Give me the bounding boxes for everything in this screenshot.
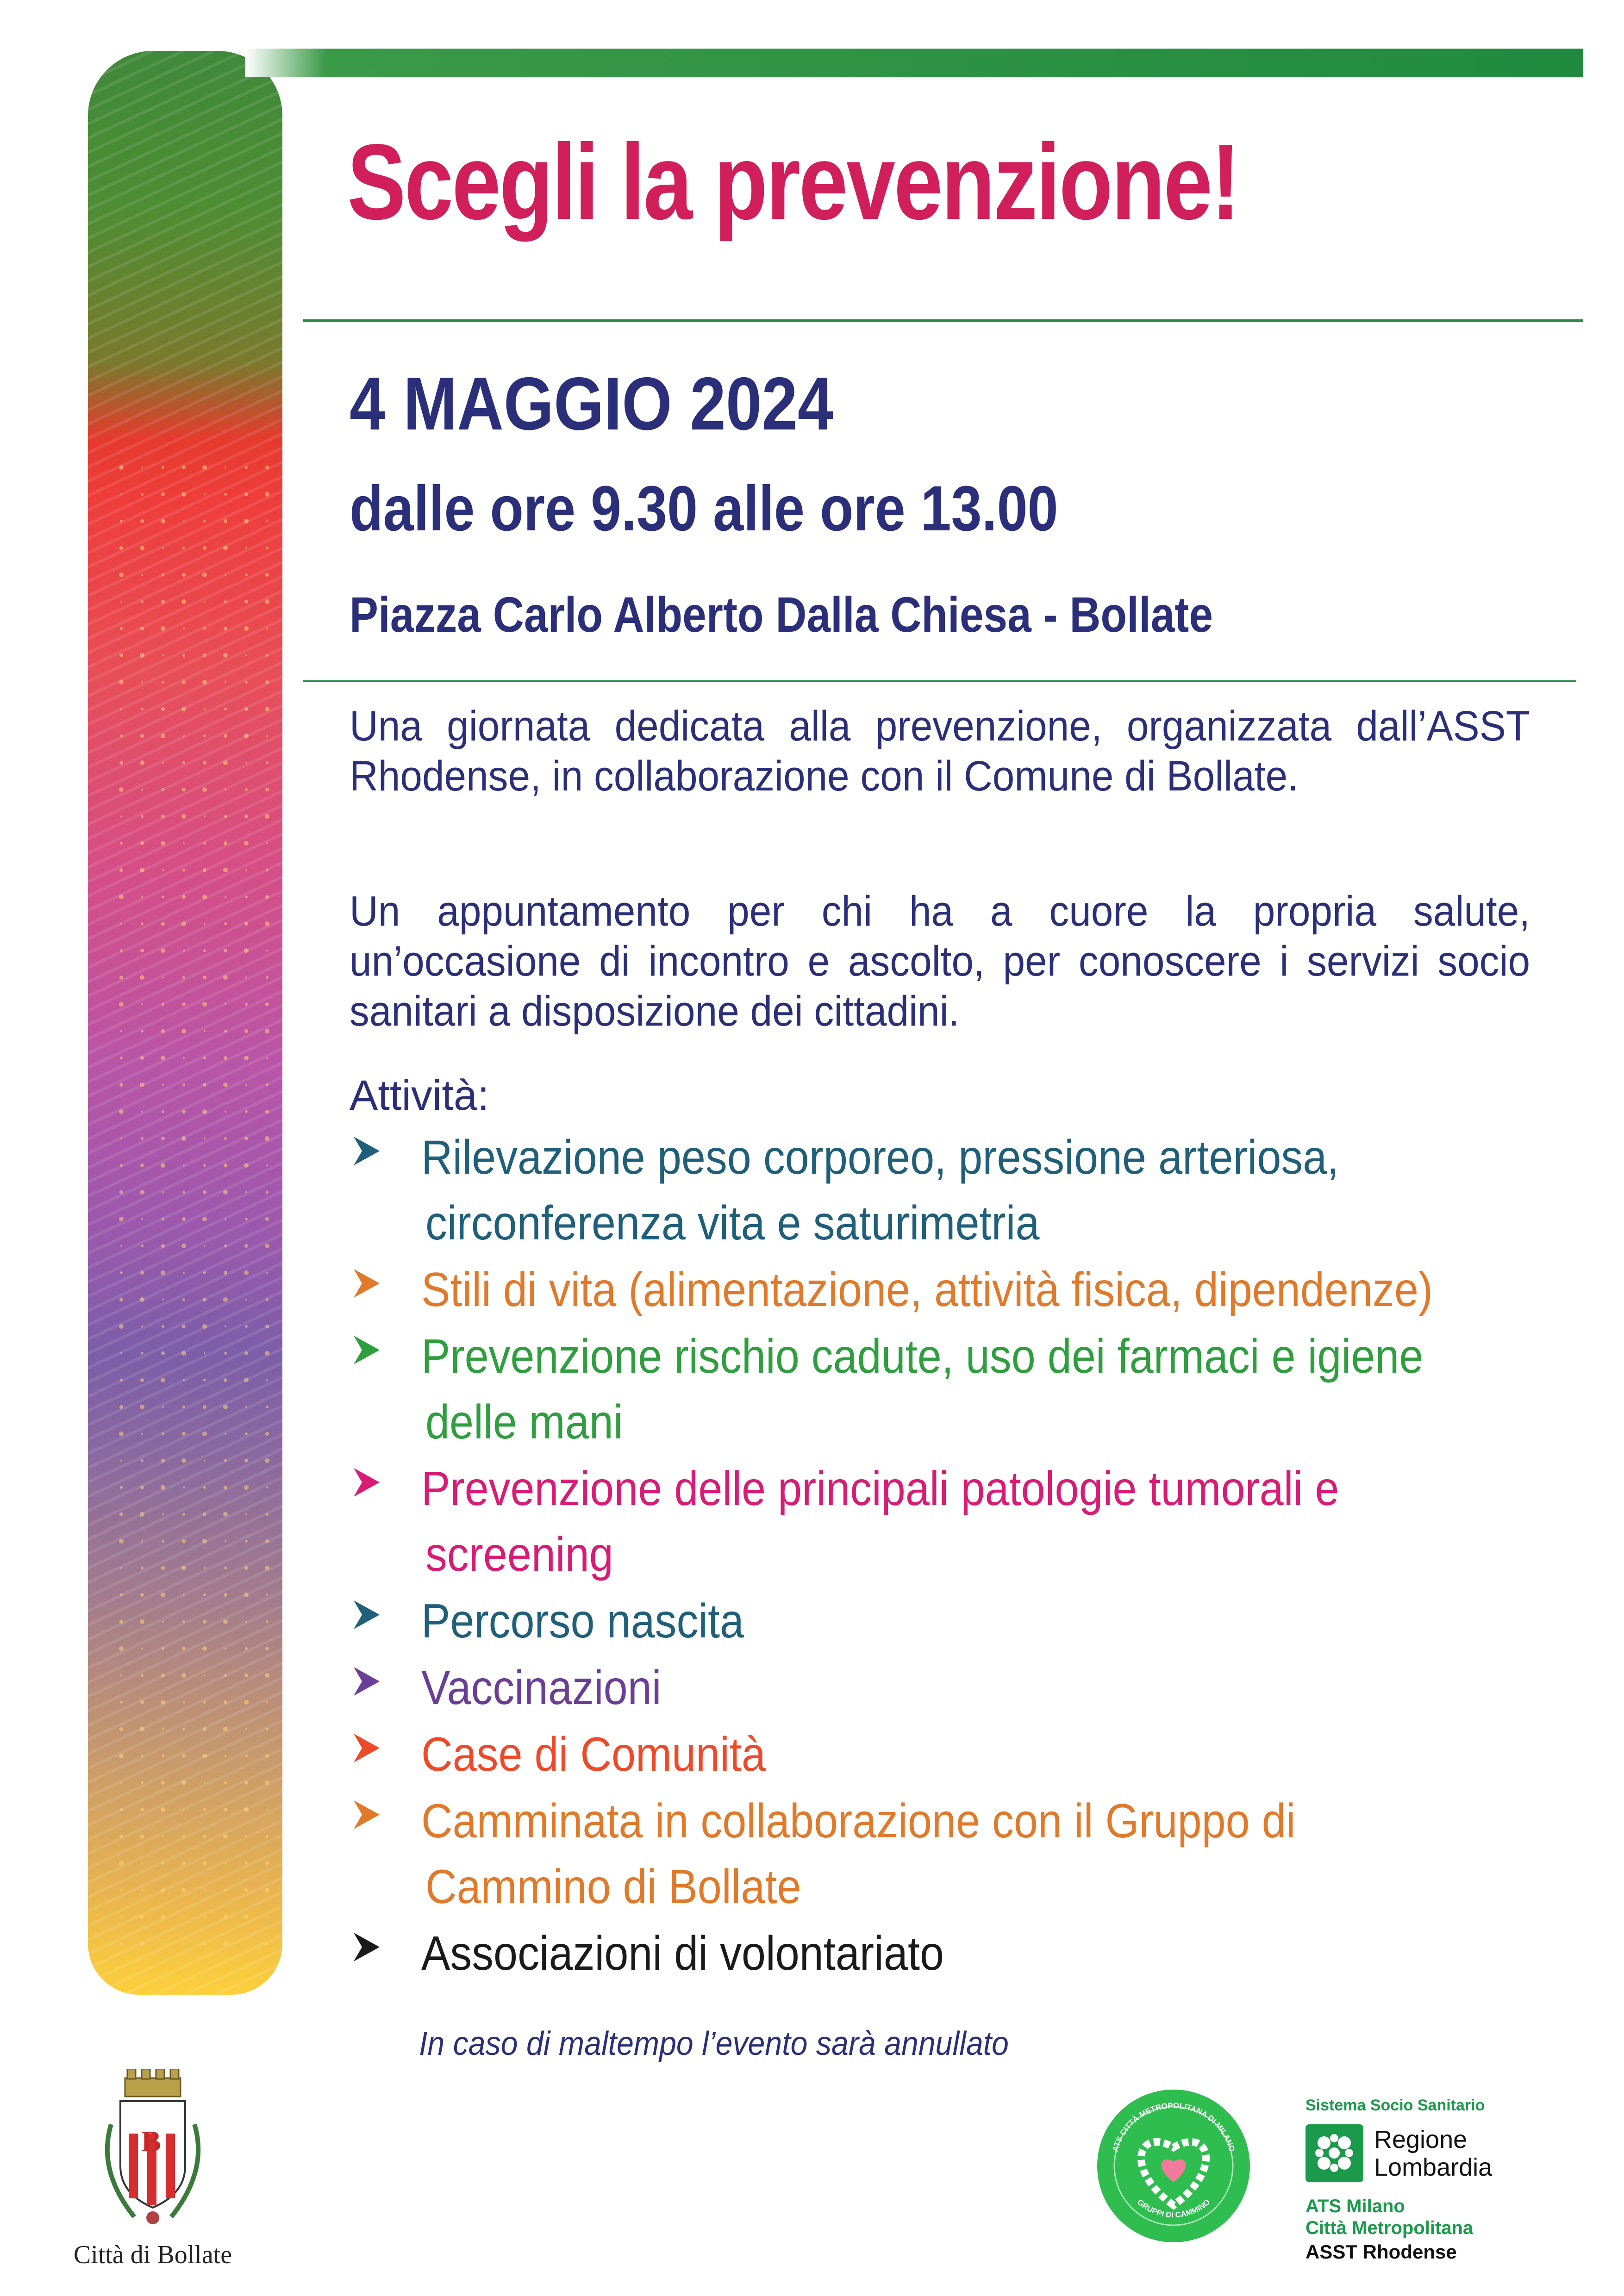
decorative-gradient-bar	[88, 51, 282, 1995]
activity-text	[421, 1588, 1463, 1654]
regione-lombardia-logo	[1305, 2097, 1565, 2291]
city-name: Città di Bollate	[73, 2240, 232, 2269]
page-title: Scegli la prevenzione!	[347, 122, 1239, 242]
activity-line: Stili di vita (alimentazione, attività fisica, dipendenze)	[421, 1263, 1433, 1317]
gruppi-cammino-logo-icon	[1095, 2087, 1252, 2245]
arrowhead-bullet-icon	[352, 1599, 381, 1631]
arrowhead-bullet-icon	[352, 1798, 381, 1831]
activity-text	[421, 1921, 1463, 1986]
top-accent-bar	[245, 49, 1583, 77]
arrowhead-bullet-icon	[352, 1135, 381, 1167]
activity-line: Rilevazione peso corporeo, pressione arteriosa,	[421, 1131, 1339, 1184]
region-line1: Regione	[1374, 2126, 1468, 2153]
intro-paragraph: Una giornata dedicata alla prevenzione, organizzata dall’ASST Rhodense, in collaborazione con il Comune di Bollate.	[350, 703, 1530, 800]
ats-line1: ATS Milano	[1305, 2196, 1405, 2216]
activity-line: Camminata in collaborazione con il Gruppo di	[421, 1794, 1296, 1848]
arrowhead-bullet-icon	[352, 1732, 381, 1764]
arrowhead-bullet-icon	[352, 1334, 381, 1366]
lombardia-rose-icon	[1305, 2124, 1363, 2182]
regional-system-label: Sistema Socio Sanitario	[1305, 2097, 1485, 2114]
activity-line: Prevenzione delle principali patologie tumorali e	[421, 1462, 1339, 1516]
activity-line: screening	[425, 1528, 613, 1581]
activity-line: Vaccinazioni	[421, 1661, 662, 1715]
arrowhead-bullet-icon	[352, 1931, 381, 1963]
crest-letter: B	[141, 2125, 161, 2158]
region-line2: Lombardia	[1374, 2153, 1493, 2181]
location-divider	[303, 680, 1576, 682]
activity-line: Associazioni di volontariato	[421, 1927, 944, 1980]
decorative-dot-pattern	[88, 51, 282, 1995]
arrowhead-bullet-icon	[352, 1466, 381, 1499]
activity-line: circonferenza vita e saturimetria	[425, 1196, 1040, 1250]
weather-note: In caso di maltempo l’evento sarà annullato	[419, 2025, 1009, 2062]
arrowhead-bullet-icon	[352, 1267, 381, 1300]
activities-heading: Attività:	[350, 1072, 489, 1119]
activity-text	[421, 1125, 1463, 1256]
activity-line: Cammino di Bollate	[425, 1860, 801, 1914]
event-time: dalle ore 9.30 alle ore 13.00	[350, 473, 1058, 544]
title-divider	[303, 319, 1583, 322]
activity-line: delle mani	[425, 1395, 623, 1449]
gruppo-logo-bottom-text: GRUPPI DI CAMMINO	[1135, 2197, 1212, 2220]
activity-text	[421, 1456, 1463, 1587]
event-location: Piazza Carlo Alberto Dalla Chiesa - Bollate	[350, 586, 1213, 642]
gruppo-logo-top-text: ATS CITTÀ METROPOLITANA DI MILANO	[1111, 2101, 1237, 2153]
asst-label: ASST Rhodense	[1305, 2241, 1457, 2263]
ats-line2: Città Metropolitana	[1305, 2218, 1474, 2238]
activity-line: Prevenzione rischio cadute, uso dei farmaci e igiene	[421, 1330, 1424, 1383]
activity-line: Percorso nascita	[421, 1594, 744, 1648]
activity-text	[421, 1788, 1463, 1920]
activity-text	[421, 1655, 1463, 1721]
activity-text	[421, 1722, 1463, 1787]
activity-text	[421, 1257, 1463, 1323]
arrowhead-bullet-icon	[352, 1665, 381, 1698]
activity-text	[421, 1324, 1463, 1455]
purpose-paragraph: Un appuntamento per chi ha a cuore la propria salute, un’occasione di incontro e ascolto, per conoscere i servizi socio sanitari a disposizione dei cittadini.	[350, 888, 1530, 1035]
activity-line: Case di Comunità	[421, 1728, 766, 1781]
event-date: 4 MAGGIO 2024	[350, 362, 834, 446]
